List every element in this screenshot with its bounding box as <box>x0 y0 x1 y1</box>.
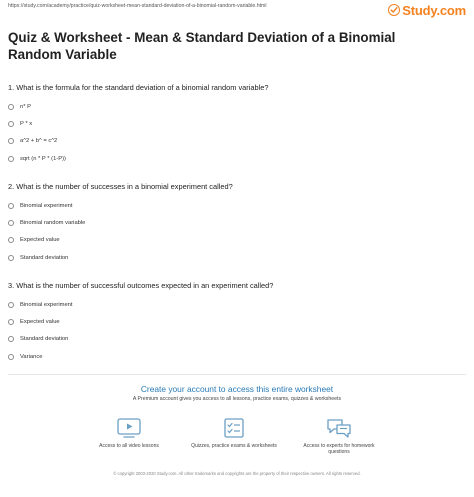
option-label: a^2 + b^ = c^2 <box>20 138 58 145</box>
radio-button[interactable] <box>8 354 14 360</box>
cta-title[interactable]: Create your account to access this entire worksheet <box>140 384 334 394</box>
radio-button[interactable] <box>8 156 14 162</box>
option-label: Expected value <box>20 318 60 325</box>
feature-video-lessons <box>84 416 174 456</box>
study-logo[interactable] <box>388 3 466 17</box>
page-url: https://study.com/academy/practice/quiz-worksheet-mean-standard-deviation-of-a-binomial-random-variable.html <box>8 3 267 9</box>
answer-options <box>8 197 468 266</box>
radio-button[interactable] <box>8 220 14 226</box>
radio-button[interactable] <box>8 203 14 209</box>
answer-options <box>8 296 468 365</box>
feature-label: Access to experts for homework questions <box>303 443 375 456</box>
answer-option[interactable] <box>8 197 468 214</box>
option-label: P * x <box>20 120 33 127</box>
cta-subtitle: A Premium account gives you access to all lessons, practice exams, quizzes & worksheets <box>132 396 342 402</box>
answer-option[interactable] <box>8 214 468 231</box>
answer-option[interactable] <box>8 348 468 365</box>
option-label: Standard deviation <box>20 336 69 343</box>
premium-features <box>84 416 384 456</box>
question-2 <box>8 182 468 266</box>
brand-name: Study.com <box>402 2 466 18</box>
radio-button[interactable] <box>8 336 14 342</box>
page-title: Quiz & Worksheet - Mean & Standard Deviation of a Binomial Random Variable <box>8 30 396 62</box>
answer-option[interactable] <box>8 232 468 249</box>
option-label: Binomial random variable <box>20 219 86 226</box>
question-1 <box>8 83 468 167</box>
question-text: 2. What is the number of successes in a binomial experiment called? <box>8 182 233 191</box>
answer-option[interactable] <box>8 115 468 132</box>
feature-label: Access to all video lessons <box>99 443 159 449</box>
radio-button[interactable] <box>8 104 14 110</box>
option-label: n* P <box>20 103 31 110</box>
feature-experts <box>294 416 384 456</box>
video-icon <box>115 416 143 440</box>
checkmark-icon <box>388 4 400 16</box>
answer-options <box>8 98 468 167</box>
question-3 <box>8 281 468 365</box>
option-label: Expected value <box>20 237 60 244</box>
answer-option[interactable] <box>8 133 468 150</box>
radio-button[interactable] <box>8 302 14 308</box>
option-label: Binomial experiment <box>20 301 73 308</box>
radio-button[interactable] <box>8 138 14 144</box>
question-text: 1. What is the formula for the standard deviation of a binomial random variable? <box>8 83 269 92</box>
option-label: Variance <box>20 353 43 360</box>
answer-option[interactable] <box>8 150 468 167</box>
radio-button[interactable] <box>8 255 14 261</box>
chat-icon <box>325 416 353 440</box>
feature-label: Quizzes, practice exams & worksheets <box>191 443 277 449</box>
option-label: Binomial experiment <box>20 202 73 209</box>
radio-button[interactable] <box>8 237 14 243</box>
divider <box>8 374 466 375</box>
answer-option[interactable] <box>8 249 468 266</box>
quiz-icon <box>220 416 248 440</box>
copyright-footer: © copyright 2003-2020 Study.com. All other trademarks and copyrights are the property of their respective owners. All rights reserved. <box>113 471 361 476</box>
radio-button[interactable] <box>8 319 14 325</box>
feature-quizzes <box>189 416 279 456</box>
radio-button[interactable] <box>8 121 14 127</box>
question-text: 3. What is the number of successful outcomes expected in an experiment called? <box>8 281 274 290</box>
answer-option[interactable] <box>8 296 468 313</box>
option-label: Standard deviation <box>20 254 69 261</box>
answer-option[interactable] <box>8 313 468 330</box>
answer-option[interactable] <box>8 331 468 348</box>
option-label: sqrt (n * P * (1-P)) <box>20 155 66 162</box>
answer-option[interactable] <box>8 98 468 115</box>
